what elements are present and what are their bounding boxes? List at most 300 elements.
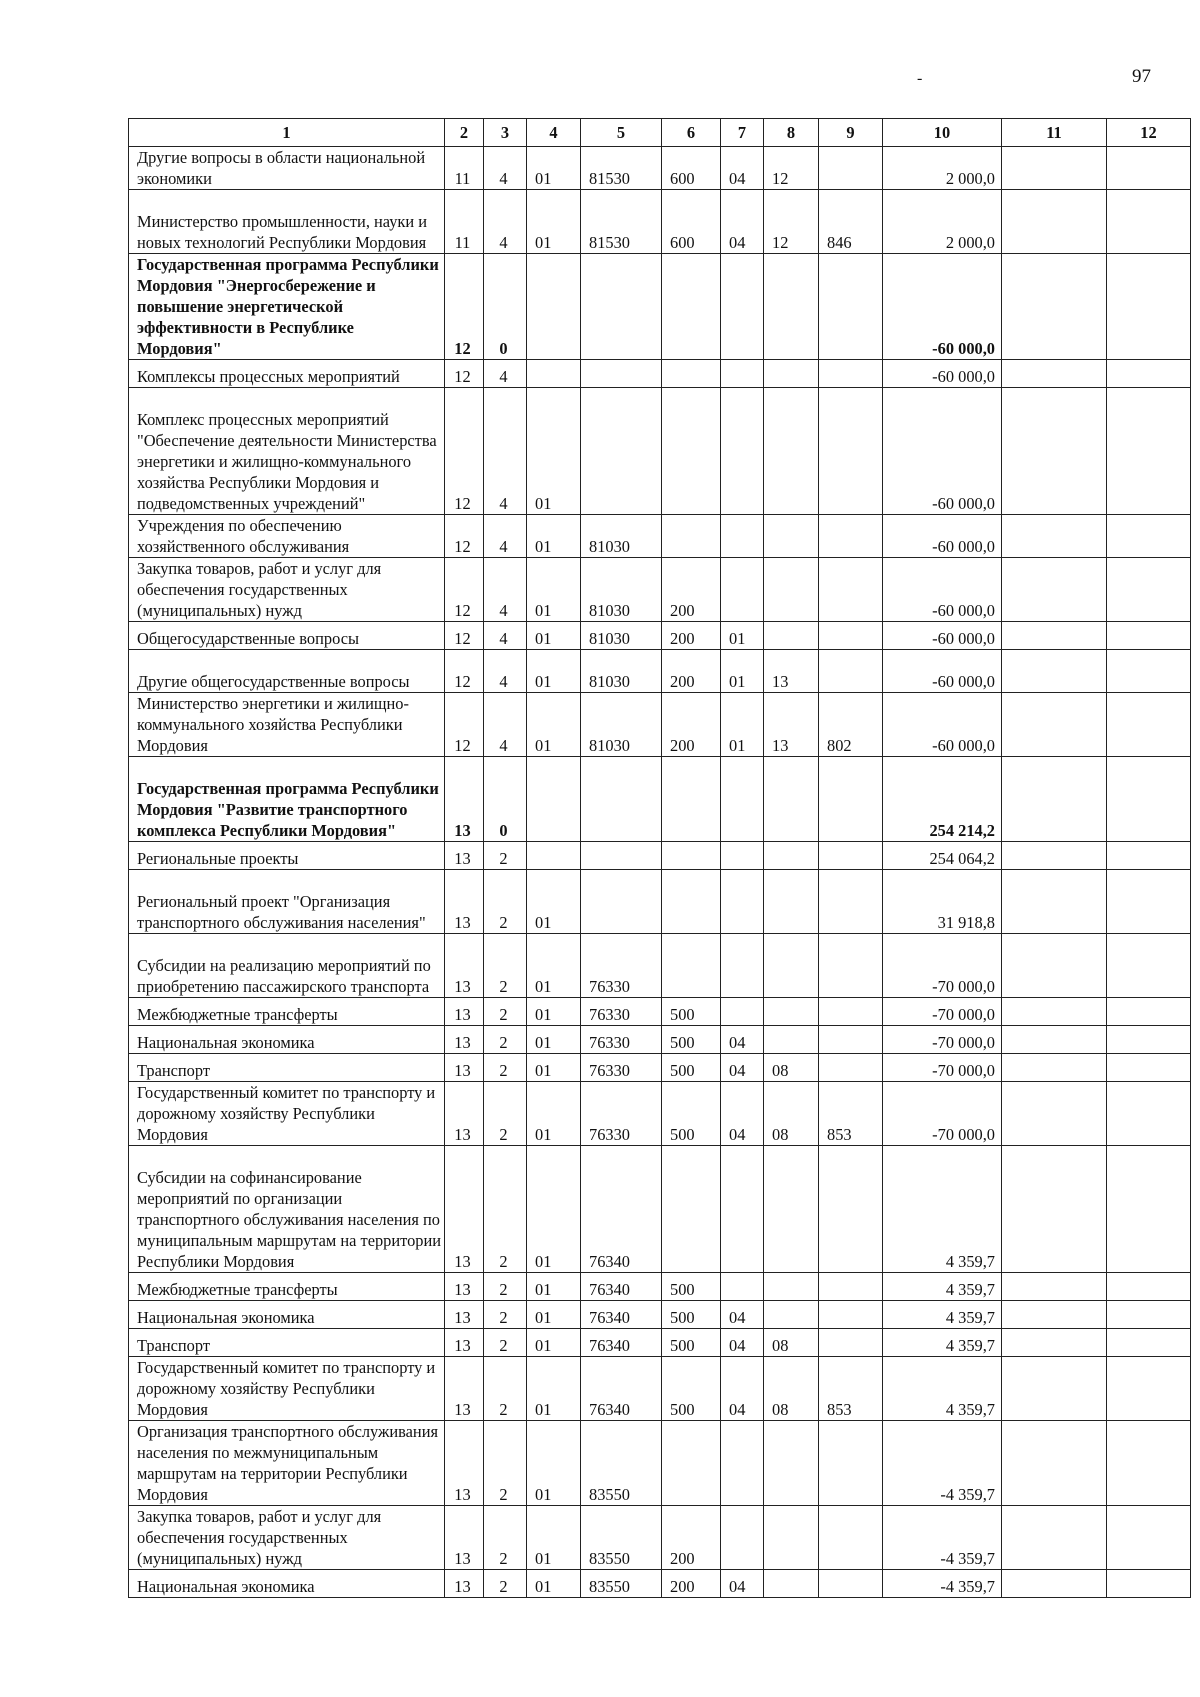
empty-cell-11 [1002, 388, 1107, 515]
amount-cell: -60 000,0 [883, 693, 1002, 757]
row-name-cell: Государственная программа Республики Мордовия "Энергосбережение и повышение энергетической эффективности в Республике Мордовия" [129, 254, 445, 360]
code-cell-2: 13 [445, 842, 484, 870]
code-cell-3: 0 [484, 254, 527, 360]
code-cell-5: 76340 [581, 1357, 662, 1421]
code-cell-4: 01 [527, 1273, 581, 1301]
code-cell-5: 76330 [581, 1054, 662, 1082]
code-cell-2: 12 [445, 360, 484, 388]
empty-cell-11 [1002, 1054, 1107, 1082]
empty-cell-11 [1002, 842, 1107, 870]
empty-cell-12 [1107, 1329, 1191, 1357]
code-cell-4: 01 [527, 1054, 581, 1082]
row-name-cell: Государственная программа Республики Мордовия "Развитие транспортного комплекса Республики Мордовия" [129, 757, 445, 842]
empty-cell-12 [1107, 1357, 1191, 1421]
code-cell-5 [581, 870, 662, 934]
empty-cell-12 [1107, 388, 1191, 515]
code-cell-8 [764, 934, 819, 998]
code-cell-4: 01 [527, 515, 581, 558]
code-cell-9 [819, 360, 883, 388]
amount-cell: -60 000,0 [883, 388, 1002, 515]
row-name-cell: Министерство энергетики и жилищно-коммунального хозяйства Республики Мордовия [129, 693, 445, 757]
amount-cell: 2 000,0 [883, 190, 1002, 254]
code-cell-9 [819, 1570, 883, 1598]
code-cell-6 [662, 515, 721, 558]
code-cell-9 [819, 1026, 883, 1054]
code-cell-5 [581, 388, 662, 515]
code-cell-3: 4 [484, 388, 527, 515]
table-row [129, 1026, 1191, 1054]
code-cell-8 [764, 622, 819, 650]
empty-cell-11 [1002, 515, 1107, 558]
code-cell-9 [819, 1506, 883, 1570]
code-cell-5: 76330 [581, 934, 662, 998]
code-cell-5: 81030 [581, 693, 662, 757]
empty-cell-12 [1107, 1273, 1191, 1301]
row-name-cell: Закупка товаров, работ и услуг для обеспечения государственных (муниципальных) нужд [129, 558, 445, 622]
table-row [129, 693, 1191, 757]
amount-cell: -70 000,0 [883, 1054, 1002, 1082]
amount-cell: -70 000,0 [883, 998, 1002, 1026]
code-cell-7: 01 [721, 622, 764, 650]
table-row [129, 190, 1191, 254]
code-cell-3: 2 [484, 1273, 527, 1301]
table-row [129, 360, 1191, 388]
table-row [129, 1329, 1191, 1357]
code-cell-3: 4 [484, 622, 527, 650]
amount-cell: 2 000,0 [883, 147, 1002, 190]
code-cell-2: 11 [445, 190, 484, 254]
code-cell-9 [819, 650, 883, 693]
column-header: 7 [721, 119, 764, 147]
code-cell-3: 2 [484, 1329, 527, 1357]
code-cell-9 [819, 147, 883, 190]
code-cell-5: 83550 [581, 1506, 662, 1570]
code-cell-3: 2 [484, 934, 527, 998]
code-cell-6 [662, 934, 721, 998]
code-cell-3: 2 [484, 1082, 527, 1146]
code-cell-5: 76340 [581, 1301, 662, 1329]
empty-cell-11 [1002, 1421, 1107, 1506]
empty-cell-12 [1107, 1301, 1191, 1329]
row-name-cell: Закупка товаров, работ и услуг для обеспечения государственных (муниципальных) нужд [129, 1506, 445, 1570]
code-cell-6: 200 [662, 693, 721, 757]
table-row [129, 1506, 1191, 1570]
column-header: 8 [764, 119, 819, 147]
column-header: 2 [445, 119, 484, 147]
code-cell-4: 01 [527, 650, 581, 693]
code-cell-7: 04 [721, 1301, 764, 1329]
code-cell-3: 4 [484, 360, 527, 388]
code-cell-3: 2 [484, 1146, 527, 1273]
code-cell-2: 12 [445, 622, 484, 650]
code-cell-9 [819, 757, 883, 842]
code-cell-6: 500 [662, 1026, 721, 1054]
code-cell-2: 13 [445, 1329, 484, 1357]
row-name-cell: Субсидии на софинансирование мероприятий по организации транспортного обслуживания населения по муниципальным маршрутам на территории Республики Мордовия [129, 1146, 445, 1273]
code-cell-9 [819, 622, 883, 650]
code-cell-3: 2 [484, 1506, 527, 1570]
code-cell-6: 500 [662, 1357, 721, 1421]
empty-cell-12 [1107, 515, 1191, 558]
column-header: 3 [484, 119, 527, 147]
code-cell-2: 12 [445, 254, 484, 360]
code-cell-8: 12 [764, 147, 819, 190]
table-row [129, 998, 1191, 1026]
column-header: 6 [662, 119, 721, 147]
code-cell-7: 04 [721, 1570, 764, 1598]
column-header: 10 [883, 119, 1002, 147]
empty-cell-11 [1002, 1329, 1107, 1357]
empty-cell-11 [1002, 622, 1107, 650]
row-name-cell: Государственный комитет по транспорту и дорожному хозяйству Республики Мордовия [129, 1357, 445, 1421]
code-cell-6: 500 [662, 1273, 721, 1301]
row-name-cell: Учреждения по обеспечению хозяйственного обслуживания [129, 515, 445, 558]
code-cell-7 [721, 515, 764, 558]
empty-cell-12 [1107, 558, 1191, 622]
amount-cell: -60 000,0 [883, 515, 1002, 558]
code-cell-3: 2 [484, 1421, 527, 1506]
code-cell-6: 500 [662, 1301, 721, 1329]
code-cell-5: 76330 [581, 998, 662, 1026]
empty-cell-11 [1002, 693, 1107, 757]
code-cell-3: 4 [484, 558, 527, 622]
table-row [129, 1301, 1191, 1329]
code-cell-9 [819, 388, 883, 515]
row-name-cell: Региональный проект "Организация транспортного обслуживания населения" [129, 870, 445, 934]
code-cell-2: 13 [445, 757, 484, 842]
code-cell-8 [764, 1273, 819, 1301]
amount-cell: 4 359,7 [883, 1146, 1002, 1273]
code-cell-6: 200 [662, 622, 721, 650]
empty-cell-11 [1002, 757, 1107, 842]
code-cell-6: 500 [662, 1054, 721, 1082]
code-cell-2: 11 [445, 147, 484, 190]
table-row [129, 1421, 1191, 1506]
table-row [129, 650, 1191, 693]
code-cell-8: 08 [764, 1054, 819, 1082]
amount-cell: -70 000,0 [883, 934, 1002, 998]
code-cell-2: 13 [445, 1357, 484, 1421]
amount-cell: -4 359,7 [883, 1570, 1002, 1598]
empty-cell-12 [1107, 147, 1191, 190]
table-row [129, 934, 1191, 998]
empty-cell-12 [1107, 360, 1191, 388]
empty-cell-11 [1002, 360, 1107, 388]
empty-cell-11 [1002, 1082, 1107, 1146]
code-cell-3: 2 [484, 1026, 527, 1054]
empty-cell-12 [1107, 1421, 1191, 1506]
empty-cell-11 [1002, 1357, 1107, 1421]
code-cell-2: 12 [445, 515, 484, 558]
code-cell-8 [764, 515, 819, 558]
code-cell-9 [819, 254, 883, 360]
code-cell-3: 0 [484, 757, 527, 842]
code-cell-2: 13 [445, 1570, 484, 1598]
code-cell-7 [721, 254, 764, 360]
code-cell-7: 04 [721, 190, 764, 254]
empty-cell-11 [1002, 254, 1107, 360]
empty-cell-12 [1107, 842, 1191, 870]
budget-table [128, 118, 1191, 1598]
code-cell-6: 200 [662, 1570, 721, 1598]
table-row [129, 388, 1191, 515]
code-cell-5: 76340 [581, 1329, 662, 1357]
code-cell-9 [819, 515, 883, 558]
code-cell-8: 08 [764, 1329, 819, 1357]
code-cell-4 [527, 360, 581, 388]
code-cell-6: 200 [662, 1506, 721, 1570]
code-cell-7: 04 [721, 1357, 764, 1421]
amount-cell: 4 359,7 [883, 1301, 1002, 1329]
code-cell-7: 04 [721, 1329, 764, 1357]
amount-cell: 4 359,7 [883, 1329, 1002, 1357]
code-cell-5: 83550 [581, 1570, 662, 1598]
code-cell-9 [819, 934, 883, 998]
code-cell-6 [662, 254, 721, 360]
amount-cell: -70 000,0 [883, 1026, 1002, 1054]
code-cell-5: 81030 [581, 558, 662, 622]
code-cell-5: 81030 [581, 622, 662, 650]
code-cell-7 [721, 842, 764, 870]
code-cell-8 [764, 870, 819, 934]
code-cell-3: 2 [484, 842, 527, 870]
table-row [129, 1054, 1191, 1082]
code-cell-5: 76330 [581, 1026, 662, 1054]
row-name-cell: Межбюджетные трансферты [129, 998, 445, 1026]
code-cell-5: 76340 [581, 1273, 662, 1301]
code-cell-4: 01 [527, 934, 581, 998]
code-cell-9 [819, 1421, 883, 1506]
code-cell-7: 01 [721, 693, 764, 757]
code-cell-2: 13 [445, 1146, 484, 1273]
table-body [129, 147, 1191, 1598]
table-row [129, 147, 1191, 190]
row-name-cell: Национальная экономика [129, 1301, 445, 1329]
code-cell-2: 13 [445, 1301, 484, 1329]
code-cell-7 [721, 1506, 764, 1570]
empty-cell-12 [1107, 998, 1191, 1026]
code-cell-6 [662, 360, 721, 388]
amount-cell: -4 359,7 [883, 1506, 1002, 1570]
code-cell-5 [581, 360, 662, 388]
empty-cell-11 [1002, 1570, 1107, 1598]
code-cell-6: 200 [662, 558, 721, 622]
row-name-cell: Транспорт [129, 1054, 445, 1082]
row-name-cell: Общегосударственные вопросы [129, 622, 445, 650]
code-cell-9 [819, 1329, 883, 1357]
amount-cell: -60 000,0 [883, 360, 1002, 388]
empty-cell-11 [1002, 147, 1107, 190]
code-cell-7: 04 [721, 1082, 764, 1146]
empty-cell-11 [1002, 1273, 1107, 1301]
row-name-cell: Другие общегосударственные вопросы [129, 650, 445, 693]
code-cell-4: 01 [527, 1146, 581, 1273]
row-name-cell: Другие вопросы в области национальной экономики [129, 147, 445, 190]
row-name-cell: Организация транспортного обслуживания населения по межмуниципальным маршрутам на территории Республики Мордовия [129, 1421, 445, 1506]
code-cell-7 [721, 998, 764, 1026]
code-cell-5 [581, 757, 662, 842]
code-cell-8 [764, 1421, 819, 1506]
code-cell-8: 13 [764, 693, 819, 757]
code-cell-4 [527, 842, 581, 870]
column-header: 4 [527, 119, 581, 147]
empty-cell-12 [1107, 693, 1191, 757]
code-cell-8 [764, 388, 819, 515]
table-header-row [129, 119, 1191, 147]
row-name-cell: Национальная экономика [129, 1570, 445, 1598]
code-cell-8 [764, 1570, 819, 1598]
code-cell-2: 12 [445, 693, 484, 757]
code-cell-9 [819, 1301, 883, 1329]
code-cell-7 [721, 870, 764, 934]
code-cell-7 [721, 1273, 764, 1301]
code-cell-2: 13 [445, 1273, 484, 1301]
code-cell-9 [819, 1273, 883, 1301]
row-name-cell: Комплексы процессных мероприятий [129, 360, 445, 388]
code-cell-9: 802 [819, 693, 883, 757]
column-header: 5 [581, 119, 662, 147]
code-cell-9 [819, 842, 883, 870]
code-cell-3: 4 [484, 650, 527, 693]
code-cell-6: 500 [662, 1082, 721, 1146]
code-cell-2: 13 [445, 998, 484, 1026]
code-cell-8: 12 [764, 190, 819, 254]
code-cell-2: 12 [445, 388, 484, 515]
column-header: 11 [1002, 119, 1107, 147]
code-cell-8 [764, 757, 819, 842]
code-cell-5: 81530 [581, 190, 662, 254]
column-header: 9 [819, 119, 883, 147]
code-cell-5: 76330 [581, 1082, 662, 1146]
code-cell-2: 13 [445, 1054, 484, 1082]
code-cell-3: 2 [484, 870, 527, 934]
code-cell-3: 4 [484, 515, 527, 558]
code-cell-6: 600 [662, 190, 721, 254]
code-cell-9: 853 [819, 1357, 883, 1421]
code-cell-2: 13 [445, 1421, 484, 1506]
code-cell-3: 4 [484, 147, 527, 190]
code-cell-8 [764, 842, 819, 870]
code-cell-4: 01 [527, 693, 581, 757]
amount-cell: 254 064,2 [883, 842, 1002, 870]
row-name-cell: Национальная экономика [129, 1026, 445, 1054]
row-name-cell: Региональные проекты [129, 842, 445, 870]
code-cell-2: 13 [445, 1026, 484, 1054]
code-cell-4: 01 [527, 190, 581, 254]
row-name-cell: Межбюджетные трансферты [129, 1273, 445, 1301]
code-cell-8 [764, 1506, 819, 1570]
code-cell-2: 13 [445, 1082, 484, 1146]
code-cell-3: 2 [484, 1570, 527, 1598]
code-cell-8 [764, 1146, 819, 1273]
code-cell-4: 01 [527, 1026, 581, 1054]
table-row [129, 1082, 1191, 1146]
table-row [129, 842, 1191, 870]
code-cell-2: 12 [445, 558, 484, 622]
code-cell-7 [721, 934, 764, 998]
empty-cell-11 [1002, 1026, 1107, 1054]
column-header: 12 [1107, 119, 1191, 147]
table-row [129, 622, 1191, 650]
column-header: 1 [129, 119, 445, 147]
row-name-cell: Субсидии на реализацию мероприятий по приобретению пассажирского транспорта [129, 934, 445, 998]
empty-cell-11 [1002, 1146, 1107, 1273]
table-row [129, 1146, 1191, 1273]
code-cell-3: 2 [484, 998, 527, 1026]
row-name-cell: Транспорт [129, 1329, 445, 1357]
code-cell-4: 01 [527, 1506, 581, 1570]
empty-cell-11 [1002, 870, 1107, 934]
empty-cell-11 [1002, 558, 1107, 622]
table-row [129, 254, 1191, 360]
empty-cell-11 [1002, 998, 1107, 1026]
table-row [129, 870, 1191, 934]
amount-cell: 254 214,2 [883, 757, 1002, 842]
table-row [129, 1273, 1191, 1301]
row-name-cell: Министерство промышленности, науки и новых технологий Республики Мордовия [129, 190, 445, 254]
row-name-cell: Государственный комитет по транспорту и дорожному хозяйству Республики Мордовия [129, 1082, 445, 1146]
code-cell-2: 13 [445, 1506, 484, 1570]
code-cell-2: 12 [445, 650, 484, 693]
code-cell-7 [721, 757, 764, 842]
code-cell-6: 600 [662, 147, 721, 190]
page-number: 97 [1132, 66, 1151, 87]
code-cell-3: 4 [484, 190, 527, 254]
code-cell-5: 83550 [581, 1421, 662, 1506]
empty-cell-12 [1107, 1570, 1191, 1598]
amount-cell: 4 359,7 [883, 1357, 1002, 1421]
table-row [129, 1570, 1191, 1598]
code-cell-6 [662, 1421, 721, 1506]
amount-cell: 31 918,8 [883, 870, 1002, 934]
amount-cell: -70 000,0 [883, 1082, 1002, 1146]
code-cell-2: 13 [445, 934, 484, 998]
code-cell-6: 500 [662, 1329, 721, 1357]
amount-cell: 4 359,7 [883, 1273, 1002, 1301]
code-cell-5: 81030 [581, 650, 662, 693]
code-cell-4: 01 [527, 870, 581, 934]
code-cell-5 [581, 254, 662, 360]
amount-cell: -60 000,0 [883, 650, 1002, 693]
code-cell-6: 200 [662, 650, 721, 693]
empty-cell-12 [1107, 254, 1191, 360]
code-cell-3: 2 [484, 1301, 527, 1329]
code-cell-7 [721, 1421, 764, 1506]
code-cell-7 [721, 360, 764, 388]
code-cell-9: 853 [819, 1082, 883, 1146]
code-cell-4 [527, 254, 581, 360]
code-cell-7: 01 [721, 650, 764, 693]
empty-cell-12 [1107, 1082, 1191, 1146]
code-cell-4: 01 [527, 388, 581, 515]
code-cell-7: 04 [721, 1054, 764, 1082]
code-cell-5 [581, 842, 662, 870]
code-cell-8: 08 [764, 1082, 819, 1146]
code-cell-4: 01 [527, 1301, 581, 1329]
amount-cell: -4 359,7 [883, 1421, 1002, 1506]
code-cell-4: 01 [527, 622, 581, 650]
code-cell-9: 846 [819, 190, 883, 254]
code-cell-3: 2 [484, 1357, 527, 1421]
empty-cell-11 [1002, 190, 1107, 254]
scan-mark: - [917, 70, 923, 87]
code-cell-4: 01 [527, 1357, 581, 1421]
code-cell-9 [819, 558, 883, 622]
empty-cell-12 [1107, 870, 1191, 934]
table-row [129, 558, 1191, 622]
code-cell-6: 500 [662, 998, 721, 1026]
amount-cell: -60 000,0 [883, 558, 1002, 622]
